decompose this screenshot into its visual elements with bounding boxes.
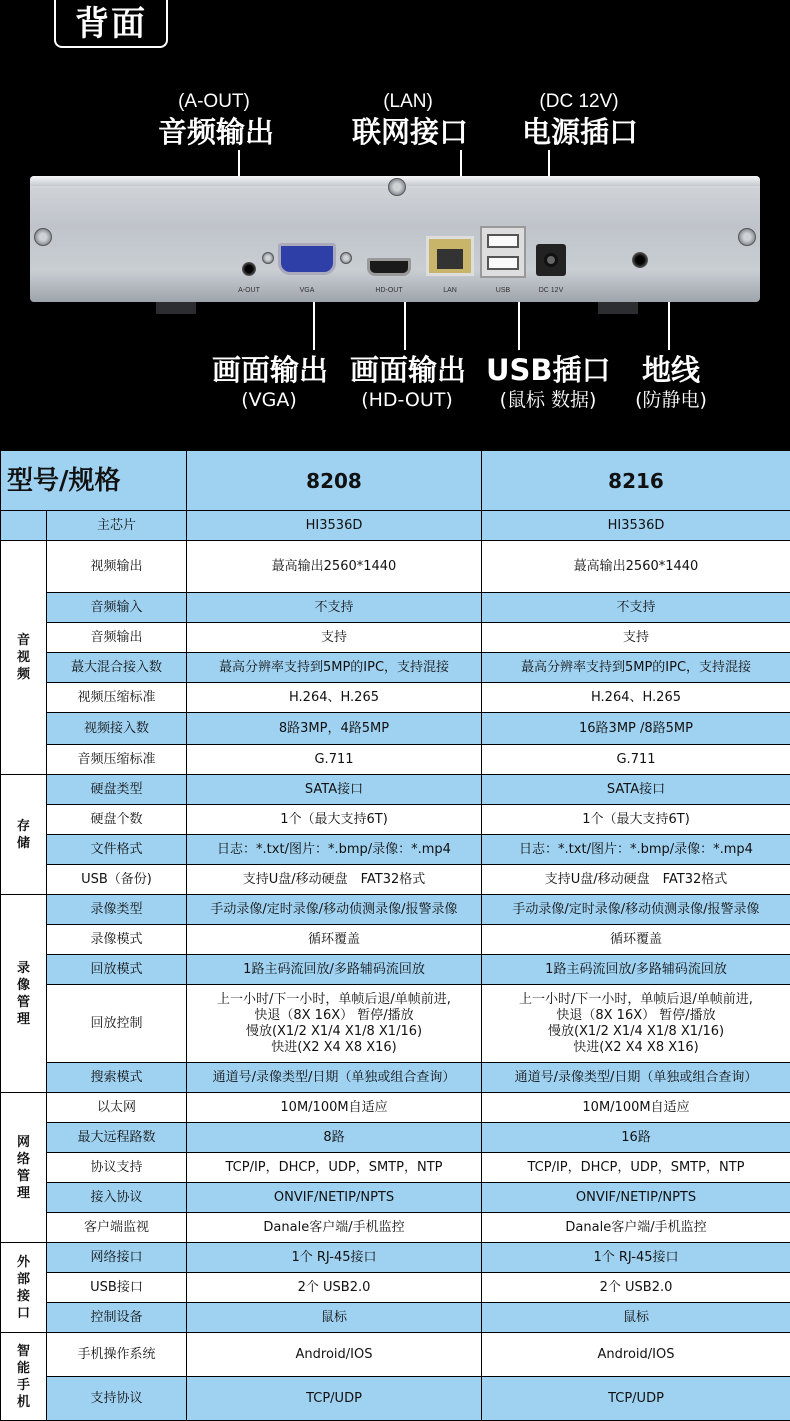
model-a-value-cell: G.711 xyxy=(187,745,482,775)
hdmi-port-icon xyxy=(367,258,411,276)
model-b-value-cell: 支持 xyxy=(482,623,790,653)
row-label-cell: USB接口 xyxy=(47,1273,187,1303)
category-cell: 存 储 xyxy=(1,775,47,895)
category-cell: 音 视 频 xyxy=(1,541,47,775)
model-a-value-cell: ONVIF/NETIP/NPTS xyxy=(187,1183,482,1213)
category-cell: 网 络 管 理 xyxy=(1,1093,47,1243)
row-label-cell: 视频压缩标准 xyxy=(47,683,187,713)
header-title: 型号/规格 xyxy=(1,451,187,511)
model-b-value-cell: G.711 xyxy=(482,745,790,775)
device-foot xyxy=(598,300,638,314)
label-usb xyxy=(486,352,610,412)
back-panel-tab xyxy=(54,0,168,48)
vga-port-icon xyxy=(278,243,336,275)
label-audio-out xyxy=(158,90,270,150)
label-lan xyxy=(352,90,464,150)
table-row xyxy=(1,1243,790,1273)
model-b-value-cell: 16路3MP /8路5MP xyxy=(482,713,790,745)
label-en: (LAN) xyxy=(352,90,464,114)
screw-icon xyxy=(34,228,52,246)
label-zh: 地线 xyxy=(626,352,716,388)
model-b-value-cell: 1路主码流回放/多路辅码流回放 xyxy=(482,955,790,985)
port-label: USB xyxy=(478,287,528,294)
model-a-value-cell: 日志：*.txt/图片：*.bmp/录像：*.mp4 xyxy=(187,835,482,865)
category-cell: 外 部 接 口 xyxy=(1,1243,47,1333)
table-row xyxy=(1,925,790,955)
row-label-cell: 蕞大混合接入数 xyxy=(47,653,187,683)
label-zh: 音频输出 xyxy=(158,114,270,150)
row-label-cell: 主芯片 xyxy=(47,511,187,541)
dc-power-port-icon xyxy=(536,244,566,276)
model-a-value-cell: Android/IOS xyxy=(187,1333,482,1377)
model-a-value-cell: 手动录像/定时录像/移动侦测录像/报警录像 xyxy=(187,895,482,925)
table-row xyxy=(1,1377,790,1421)
model-b-value-cell: HI3536D xyxy=(482,511,790,541)
row-label-cell: 支持协议 xyxy=(47,1377,187,1421)
row-label-cell: 音频压缩标准 xyxy=(47,745,187,775)
model-a-value-cell: 蕞高输出2560*1440 xyxy=(187,541,482,593)
screw-icon xyxy=(262,252,274,264)
lan-port-icon xyxy=(426,236,474,276)
row-label-cell: USB（备份) xyxy=(47,865,187,895)
row-label-cell: 视频接入数 xyxy=(47,713,187,745)
model-a-value-cell: 支持 xyxy=(187,623,482,653)
model-a-value-cell: 蕞高分辨率支持到5MP的IPC，支持混接 xyxy=(187,653,482,683)
label-hd-out xyxy=(350,352,464,412)
model-b-value-cell: 蕞高分辨率支持到5MP的IPC，支持混接 xyxy=(482,653,790,683)
model-b-value-cell: 循环覆盖 xyxy=(482,925,790,955)
model-a-value-cell: TCP/UDP xyxy=(187,1377,482,1421)
model-b-value-cell: Android/IOS xyxy=(482,1333,790,1377)
header-model-a: 8208 xyxy=(187,451,482,511)
row-label-cell: 搜索模式 xyxy=(47,1063,187,1093)
table-row xyxy=(1,653,790,683)
table-row xyxy=(1,985,790,1063)
model-a-value-cell: TCP/IP，DHCP，UDP，SMTP，NTP xyxy=(187,1153,482,1183)
model-b-value-cell: SATA接口 xyxy=(482,775,790,805)
spec-table-section xyxy=(0,446,790,1406)
category-cell: 录 像 管 理 xyxy=(1,895,47,1093)
model-a-value-cell: HI3536D xyxy=(187,511,482,541)
screw-icon xyxy=(388,178,406,196)
table-row xyxy=(1,1153,790,1183)
model-a-value-cell: 1个 RJ-45接口 xyxy=(187,1243,482,1273)
table-row xyxy=(1,1333,790,1377)
model-b-value-cell: Danale客户端/手机监控 xyxy=(482,1213,790,1243)
label-zh: 画面输出 xyxy=(212,352,326,388)
row-label-cell: 协议支持 xyxy=(47,1153,187,1183)
model-a-value-cell: SATA接口 xyxy=(187,775,482,805)
ground-screw-icon xyxy=(632,252,648,268)
model-b-value-cell: 上一小时/下一小时，单帧后退/单帧前进, 快退（8X 16X） 暂停/播放 慢放(X1/2 X1/4 X1/8 X1/16) 快进(X2 X4 X8 X16) xyxy=(482,985,790,1063)
row-label-cell: 回放模式 xyxy=(47,955,187,985)
label-sub: (鼠标 数据) xyxy=(486,388,610,412)
label-ground xyxy=(626,352,716,412)
model-b-value-cell: 10M/100M自适应 xyxy=(482,1093,790,1123)
model-b-value-cell: ONVIF/NETIP/NPTS xyxy=(482,1183,790,1213)
tab-title: 背面 xyxy=(56,0,166,45)
port-label: A-OUT xyxy=(224,287,274,294)
spec-table xyxy=(0,450,790,1421)
row-label-cell: 硬盘类型 xyxy=(47,775,187,805)
table-row xyxy=(1,745,790,775)
model-a-value-cell: 不支持 xyxy=(187,593,482,623)
row-label-cell: 文件格式 xyxy=(47,835,187,865)
model-b-value-cell: 1个（最大支持6T) xyxy=(482,805,790,835)
model-a-value-cell: 10M/100M自适应 xyxy=(187,1093,482,1123)
row-label-cell: 网络接口 xyxy=(47,1243,187,1273)
port-label: VGA xyxy=(282,287,332,294)
table-row xyxy=(1,865,790,895)
model-a-value-cell: 2个 USB2.0 xyxy=(187,1273,482,1303)
label-en: (DC 12V) xyxy=(522,90,636,114)
model-b-value-cell: H.264、H.265 xyxy=(482,683,790,713)
model-b-value-cell: 16路 xyxy=(482,1123,790,1153)
label-sub: (防静电) xyxy=(626,388,716,412)
category-cell xyxy=(1,511,47,541)
model-a-value-cell: 支持U盘/移动硬盘 FAT32格式 xyxy=(187,865,482,895)
row-label-cell: 视频输出 xyxy=(47,541,187,593)
model-b-value-cell: 支持U盘/移动硬盘 FAT32格式 xyxy=(482,865,790,895)
header-model-b: 8216 xyxy=(482,451,790,511)
table-row xyxy=(1,1273,790,1303)
model-a-value-cell: 1个（最大支持6T) xyxy=(187,805,482,835)
table-row xyxy=(1,955,790,985)
table-row xyxy=(1,895,790,925)
row-label-cell: 以太网 xyxy=(47,1093,187,1123)
table-row xyxy=(1,835,790,865)
model-b-value-cell: TCP/IP，DHCP，UDP，SMTP，NTP xyxy=(482,1153,790,1183)
row-label-cell: 最大远程路数 xyxy=(47,1123,187,1153)
table-row xyxy=(1,775,790,805)
model-a-value-cell: 鼠标 xyxy=(187,1303,482,1333)
table-row xyxy=(1,805,790,835)
row-label-cell: 录像模式 xyxy=(47,925,187,955)
screw-icon xyxy=(340,252,352,264)
model-b-value-cell: 日志：*.txt/图片：*.bmp/录像：*.mp4 xyxy=(482,835,790,865)
row-label-cell: 硬盘个数 xyxy=(47,805,187,835)
audio-out-jack-icon xyxy=(242,262,256,276)
model-a-value-cell: 1路主码流回放/多路辅码流回放 xyxy=(187,955,482,985)
model-b-value-cell: 1个 RJ-45接口 xyxy=(482,1243,790,1273)
label-zh: USB插口 xyxy=(486,352,610,388)
label-dc-power xyxy=(522,90,636,150)
table-row xyxy=(1,1123,790,1153)
table-row xyxy=(1,1303,790,1333)
model-a-value-cell: 上一小时/下一小时，单帧后退/单帧前进, 快退（8X 16X） 暂停/播放 慢放(X1/2 X1/4 X1/8 X1/16) 快进(X2 X4 X8 X16) xyxy=(187,985,482,1063)
table-row xyxy=(1,1093,790,1123)
model-b-value-cell: 鼠标 xyxy=(482,1303,790,1333)
table-row xyxy=(1,713,790,745)
model-b-value-cell: 通道号/录像类型/日期（单独或组合查询） xyxy=(482,1063,790,1093)
label-zh: 电源插口 xyxy=(522,114,636,150)
category-cell: 智 能 手 机 xyxy=(1,1333,47,1421)
port-label: HD-OUT xyxy=(364,287,414,294)
port-label: DC 12V xyxy=(526,287,576,294)
model-a-value-cell: 8路3MP，4路5MP xyxy=(187,713,482,745)
model-a-value-cell: 通道号/录像类型/日期（单独或组合查询） xyxy=(187,1063,482,1093)
row-label-cell: 音频输入 xyxy=(47,593,187,623)
model-b-value-cell: TCP/UDP xyxy=(482,1377,790,1421)
label-en: (A-OUT) xyxy=(158,90,270,114)
device-foot xyxy=(156,300,196,314)
row-label-cell: 控制设备 xyxy=(47,1303,187,1333)
label-sub: (VGA) xyxy=(212,388,326,412)
table-row xyxy=(1,683,790,713)
row-label-cell: 接入协议 xyxy=(47,1183,187,1213)
label-zh: 画面输出 xyxy=(350,352,464,388)
model-b-value-cell: 手动录像/定时录像/移动侦测录像/报警录像 xyxy=(482,895,790,925)
row-label-cell: 录像类型 xyxy=(47,895,187,925)
model-a-value-cell: 循环覆盖 xyxy=(187,925,482,955)
model-a-value-cell: 8路 xyxy=(187,1123,482,1153)
label-sub: (HD-OUT) xyxy=(350,388,464,412)
table-row xyxy=(1,1063,790,1093)
table-header-row xyxy=(1,451,790,511)
table-row xyxy=(1,1213,790,1243)
screw-icon xyxy=(738,228,756,246)
port-label: LAN xyxy=(425,287,475,294)
table-row xyxy=(1,623,790,653)
row-label-cell: 回放控制 xyxy=(47,985,187,1063)
row-label-cell: 客户端监视 xyxy=(47,1213,187,1243)
table-row xyxy=(1,593,790,623)
usb-port-icon xyxy=(480,226,526,278)
model-a-value-cell: H.264、H.265 xyxy=(187,683,482,713)
label-zh: 联网接口 xyxy=(352,114,464,150)
model-b-value-cell: 2个 USB2.0 xyxy=(482,1273,790,1303)
model-b-value-cell: 不支持 xyxy=(482,593,790,623)
table-row xyxy=(1,541,790,593)
back-panel-section xyxy=(0,0,790,446)
label-vga xyxy=(212,352,326,412)
table-row xyxy=(1,1183,790,1213)
row-label-cell: 音频输出 xyxy=(47,623,187,653)
model-b-value-cell: 蕞高输出2560*1440 xyxy=(482,541,790,593)
table-row xyxy=(1,511,790,541)
row-label-cell: 手机操作系统 xyxy=(47,1333,187,1377)
model-a-value-cell: Danale客户端/手机监控 xyxy=(187,1213,482,1243)
